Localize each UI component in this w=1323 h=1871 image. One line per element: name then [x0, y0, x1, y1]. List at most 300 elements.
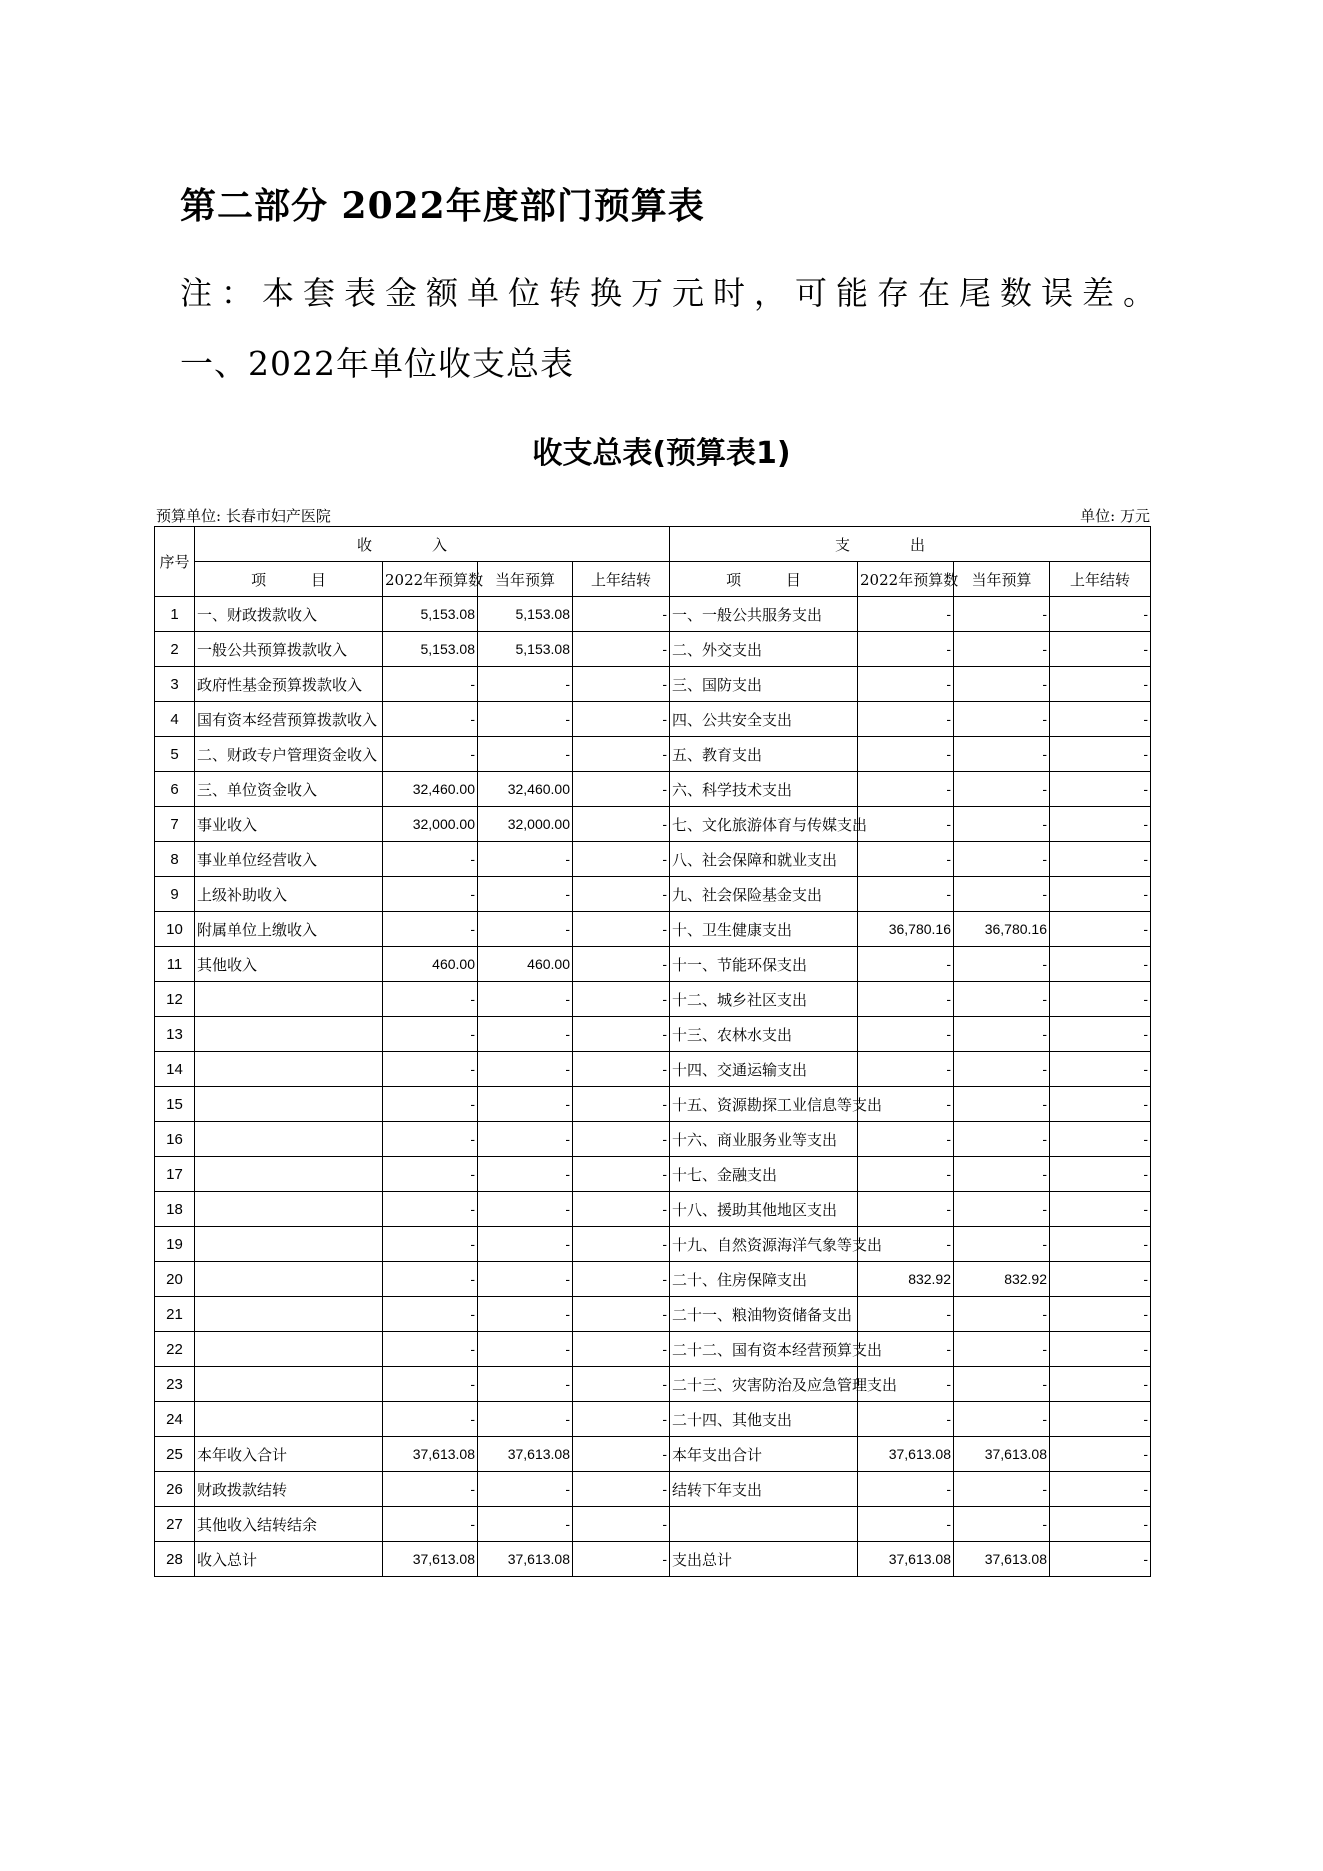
- expense-budget-2022: -: [858, 1507, 954, 1542]
- expense-carryover: -: [1050, 1297, 1151, 1332]
- row-number: 2: [155, 632, 195, 667]
- income-carryover: -: [573, 702, 670, 737]
- income-carryover: -: [573, 597, 670, 632]
- table-row: [155, 807, 1151, 842]
- income-budget-2022: 37,613.08: [383, 1437, 478, 1472]
- expense-budget-2022: -: [858, 1087, 954, 1122]
- expense-budget-2022: -: [858, 772, 954, 807]
- expense-current: -: [954, 737, 1050, 772]
- income-carryover: -: [573, 807, 670, 842]
- row-number: 24: [155, 1402, 195, 1437]
- expense-budget-2022: -: [858, 807, 954, 842]
- table-row: [155, 772, 1151, 807]
- row-number: 19: [155, 1227, 195, 1262]
- expense-carryover: -: [1050, 842, 1151, 877]
- row-number: 23: [155, 1367, 195, 1402]
- income-budget-2022: -: [383, 912, 478, 947]
- expense-item: 十八、援助其他地区支出: [670, 1192, 858, 1227]
- income-carryover: -: [573, 1192, 670, 1227]
- row-number: 22: [155, 1332, 195, 1367]
- expense-budget-2022: -: [858, 1192, 954, 1227]
- header-seq: 序号: [155, 527, 195, 597]
- expense-carryover: -: [1050, 1192, 1151, 1227]
- expense-item: 三、国防支出: [670, 667, 858, 702]
- row-number: 17: [155, 1157, 195, 1192]
- expense-budget-2022: -: [858, 702, 954, 737]
- expense-current: -: [954, 1507, 1050, 1542]
- income-item: 一、财政拨款收入: [195, 597, 383, 632]
- income-carryover: -: [573, 737, 670, 772]
- expense-current: -: [954, 877, 1050, 912]
- income-carryover: -: [573, 1227, 670, 1262]
- expense-item: 九、社会保险基金支出: [670, 877, 858, 912]
- income-item: [195, 982, 383, 1017]
- table-row: [155, 702, 1151, 737]
- expense-item: 六、科学技术支出: [670, 772, 858, 807]
- income-item: [195, 1192, 383, 1227]
- income-budget-2022: -: [383, 1297, 478, 1332]
- row-number: 26: [155, 1472, 195, 1507]
- income-carryover: -: [573, 982, 670, 1017]
- expense-carryover: -: [1050, 1472, 1151, 1507]
- table-row: [155, 1157, 1151, 1192]
- income-carryover: -: [573, 877, 670, 912]
- expense-current: -: [954, 807, 1050, 842]
- expense-item: 十二、城乡社区支出: [670, 982, 858, 1017]
- income-current: 32,460.00: [478, 772, 573, 807]
- expense-budget-2022: 832.92: [858, 1262, 954, 1297]
- table-row: [155, 982, 1151, 1017]
- row-number: 7: [155, 807, 195, 842]
- header-income: 收入: [195, 527, 670, 562]
- expense-carryover: -: [1050, 1227, 1151, 1262]
- expense-carryover: -: [1050, 1367, 1151, 1402]
- income-budget-2022: -: [383, 877, 478, 912]
- expense-item: 二十四、其他支出: [670, 1402, 858, 1437]
- income-item: [195, 1227, 383, 1262]
- expense-carryover: -: [1050, 1017, 1151, 1052]
- income-item: 事业单位经营收入: [195, 842, 383, 877]
- expense-budget-2022: -: [858, 737, 954, 772]
- header-income-current: 当年预算: [478, 562, 573, 597]
- income-budget-2022: 5,153.08: [383, 597, 478, 632]
- income-item: 政府性基金预算拨款收入: [195, 667, 383, 702]
- table-title: 收支总表(预算表1): [532, 436, 791, 471]
- income-current: -: [478, 1157, 573, 1192]
- income-budget-2022: -: [383, 1402, 478, 1437]
- expense-current: -: [954, 1297, 1050, 1332]
- expense-carryover: -: [1050, 1542, 1151, 1577]
- income-budget-2022: -: [383, 1507, 478, 1542]
- expense-current: -: [954, 1367, 1050, 1402]
- expense-budget-2022: -: [858, 667, 954, 702]
- table-row: [155, 737, 1151, 772]
- income-current: 460.00: [478, 947, 573, 982]
- expense-item: 十三、农林水支出: [670, 1017, 858, 1052]
- expense-carryover: -: [1050, 912, 1151, 947]
- expense-current: -: [954, 632, 1050, 667]
- income-current: -: [478, 1192, 573, 1227]
- income-carryover: -: [573, 1507, 670, 1542]
- table-row: [155, 1472, 1151, 1507]
- expense-item: 二十、住房保障支出: [670, 1262, 858, 1297]
- expense-budget-2022: -: [858, 1367, 954, 1402]
- expense-carryover: -: [1050, 982, 1151, 1017]
- header-expense: 支出: [670, 527, 1151, 562]
- expense-item: 四、公共安全支出: [670, 702, 858, 737]
- row-number: 8: [155, 842, 195, 877]
- income-current: 37,613.08: [478, 1437, 573, 1472]
- expense-item: 五、教育支出: [670, 737, 858, 772]
- row-number: 11: [155, 947, 195, 982]
- expense-item: 结转下年支出: [670, 1472, 858, 1507]
- header-income-budget-2022: 2022年预算数: [383, 562, 478, 597]
- expense-carryover: -: [1050, 1262, 1151, 1297]
- row-number: 20: [155, 1262, 195, 1297]
- income-carryover: -: [573, 1472, 670, 1507]
- income-carryover: -: [573, 1297, 670, 1332]
- part-title: 第二部分 2022年度部门预算表: [180, 185, 705, 227]
- expense-budget-2022: -: [858, 1472, 954, 1507]
- income-current: -: [478, 1262, 573, 1297]
- expense-current: -: [954, 1192, 1050, 1227]
- income-item: 二、财政专户管理资金收入: [195, 737, 383, 772]
- table-row: [155, 1227, 1151, 1262]
- expense-current: -: [954, 1332, 1050, 1367]
- row-number: 12: [155, 982, 195, 1017]
- income-carryover: -: [573, 1367, 670, 1402]
- expense-budget-2022: 37,613.08: [858, 1437, 954, 1472]
- income-item: 其他收入结转结余: [195, 1507, 383, 1542]
- header-expense-item: 项 目: [670, 562, 858, 597]
- income-budget-2022: 37,613.08: [383, 1542, 478, 1577]
- table-row: [155, 1297, 1151, 1332]
- income-carryover: -: [573, 1122, 670, 1157]
- header-income-item: 项 目: [195, 562, 383, 597]
- expense-current: -: [954, 1157, 1050, 1192]
- expense-carryover: -: [1050, 632, 1151, 667]
- income-carryover: -: [573, 1332, 670, 1367]
- income-current: -: [478, 1017, 573, 1052]
- expense-current: -: [954, 842, 1050, 877]
- table-row: [155, 1542, 1151, 1577]
- row-number: 21: [155, 1297, 195, 1332]
- row-number: 10: [155, 912, 195, 947]
- expense-carryover: -: [1050, 1122, 1151, 1157]
- income-current: 32,000.00: [478, 807, 573, 842]
- income-budget-2022: 460.00: [383, 947, 478, 982]
- table-row: [155, 1437, 1151, 1472]
- income-budget-2022: -: [383, 1017, 478, 1052]
- table-row: [155, 947, 1151, 982]
- expense-carryover: -: [1050, 667, 1151, 702]
- expense-current: -: [954, 1087, 1050, 1122]
- table-row: [155, 842, 1151, 877]
- income-carryover: -: [573, 1017, 670, 1052]
- row-number: 28: [155, 1542, 195, 1577]
- expense-current: -: [954, 597, 1050, 632]
- income-current: -: [478, 842, 573, 877]
- income-budget-2022: -: [383, 702, 478, 737]
- income-current: -: [478, 702, 573, 737]
- expense-budget-2022: -: [858, 1017, 954, 1052]
- row-number: 6: [155, 772, 195, 807]
- expense-carryover: -: [1050, 1402, 1151, 1437]
- expense-budget-2022: -: [858, 1332, 954, 1367]
- income-item: [195, 1017, 383, 1052]
- income-item: [195, 1122, 383, 1157]
- income-current: 5,153.08: [478, 632, 573, 667]
- table-body: [155, 597, 1151, 1577]
- income-carryover: -: [573, 1437, 670, 1472]
- section-title: 一、2022年单位收支总表: [180, 344, 574, 383]
- income-current: -: [478, 1087, 573, 1122]
- expense-item: 十、卫生健康支出: [670, 912, 858, 947]
- table-row: [155, 667, 1151, 702]
- expense-budget-2022: -: [858, 1297, 954, 1332]
- expense-current: -: [954, 1052, 1050, 1087]
- income-item: 本年收入合计: [195, 1437, 383, 1472]
- income-current: -: [478, 1227, 573, 1262]
- expense-current: -: [954, 1402, 1050, 1437]
- table-row: [155, 1052, 1151, 1087]
- income-current: -: [478, 982, 573, 1017]
- header-expense-carryover: 上年结转: [1050, 562, 1151, 597]
- expense-carryover: -: [1050, 807, 1151, 842]
- table-row: [155, 1262, 1151, 1297]
- income-carryover: -: [573, 632, 670, 667]
- expense-current: -: [954, 947, 1050, 982]
- income-current: -: [478, 1052, 573, 1087]
- income-item: [195, 1332, 383, 1367]
- income-budget-2022: -: [383, 1087, 478, 1122]
- income-carryover: -: [573, 842, 670, 877]
- expense-carryover: -: [1050, 947, 1151, 982]
- budget-summary-table: [154, 526, 1151, 1577]
- expense-carryover: -: [1050, 1507, 1151, 1542]
- table-row: [155, 1017, 1151, 1052]
- expense-item: 十九、自然资源海洋气象等支出: [670, 1227, 858, 1262]
- expense-carryover: -: [1050, 737, 1151, 772]
- income-item: 上级补助收入: [195, 877, 383, 912]
- header-income-carryover: 上年结转: [573, 562, 670, 597]
- income-item: 三、单位资金收入: [195, 772, 383, 807]
- expense-carryover: -: [1050, 1437, 1151, 1472]
- income-budget-2022: 32,460.00: [383, 772, 478, 807]
- table-row: [155, 912, 1151, 947]
- row-number: 25: [155, 1437, 195, 1472]
- row-number: 15: [155, 1087, 195, 1122]
- expense-budget-2022: -: [858, 1157, 954, 1192]
- income-item: [195, 1297, 383, 1332]
- expense-item: 十七、金融支出: [670, 1157, 858, 1192]
- income-budget-2022: -: [383, 982, 478, 1017]
- row-number: 5: [155, 737, 195, 772]
- income-budget-2022: -: [383, 1332, 478, 1367]
- expense-carryover: -: [1050, 1157, 1151, 1192]
- income-item: [195, 1262, 383, 1297]
- expense-carryover: -: [1050, 772, 1151, 807]
- income-budget-2022: -: [383, 1367, 478, 1402]
- income-carryover: -: [573, 1262, 670, 1297]
- header-row-groups: [155, 527, 1151, 562]
- expense-current: -: [954, 702, 1050, 737]
- income-item: [195, 1087, 383, 1122]
- header-expense-current: 当年预算: [954, 562, 1050, 597]
- income-budget-2022: -: [383, 1192, 478, 1227]
- expense-item: 二、外交支出: [670, 632, 858, 667]
- income-budget-2022: -: [383, 842, 478, 877]
- income-carryover: -: [573, 1052, 670, 1087]
- income-current: -: [478, 1297, 573, 1332]
- expense-item: 七、文化旅游体育与传媒支出: [670, 807, 858, 842]
- expense-item: 二十一、粮油物资储备支出: [670, 1297, 858, 1332]
- income-current: 37,613.08: [478, 1542, 573, 1577]
- income-current: -: [478, 912, 573, 947]
- expense-item: 支出总计: [670, 1542, 858, 1577]
- expense-current: -: [954, 982, 1050, 1017]
- budget-unit-name: 预算单位: 长春市妇产医院: [156, 507, 331, 525]
- table-row: [155, 1332, 1151, 1367]
- expense-carryover: -: [1050, 877, 1151, 912]
- expense-current: 37,613.08: [954, 1542, 1050, 1577]
- expense-budget-2022: -: [858, 842, 954, 877]
- income-item: [195, 1157, 383, 1192]
- income-budget-2022: -: [383, 1227, 478, 1262]
- income-item: [195, 1402, 383, 1437]
- table-row: [155, 1402, 1151, 1437]
- expense-current: -: [954, 667, 1050, 702]
- income-carryover: -: [573, 1402, 670, 1437]
- expense-current: -: [954, 1122, 1050, 1157]
- income-current: -: [478, 737, 573, 772]
- income-item: 附属单位上缴收入: [195, 912, 383, 947]
- income-current: -: [478, 877, 573, 912]
- income-current: -: [478, 1402, 573, 1437]
- expense-item: 八、社会保障和就业支出: [670, 842, 858, 877]
- expense-item: 十四、交通运输支出: [670, 1052, 858, 1087]
- expense-current: 37,613.08: [954, 1437, 1050, 1472]
- expense-item: 十六、商业服务业等支出: [670, 1122, 858, 1157]
- income-carryover: -: [573, 1542, 670, 1577]
- expense-carryover: -: [1050, 1332, 1151, 1367]
- income-budget-2022: -: [383, 737, 478, 772]
- expense-current: 832.92: [954, 1262, 1050, 1297]
- expense-budget-2022: 37,613.08: [858, 1542, 954, 1577]
- table-row: [155, 632, 1151, 667]
- expense-carryover: -: [1050, 1052, 1151, 1087]
- income-budget-2022: 32,000.00: [383, 807, 478, 842]
- row-number: 13: [155, 1017, 195, 1052]
- currency-unit: 单位: 万元: [1080, 507, 1150, 525]
- income-budget-2022: -: [383, 1122, 478, 1157]
- expense-item: 二十三、灾害防治及应急管理支出: [670, 1367, 858, 1402]
- header-row-columns: [155, 562, 1151, 597]
- expense-item: 十五、资源勘探工业信息等支出: [670, 1087, 858, 1122]
- income-budget-2022: -: [383, 667, 478, 702]
- income-carryover: -: [573, 947, 670, 982]
- income-current: 5,153.08: [478, 597, 573, 632]
- income-item: 其他收入: [195, 947, 383, 982]
- expense-carryover: -: [1050, 597, 1151, 632]
- income-item: 事业收入: [195, 807, 383, 842]
- expense-carryover: -: [1050, 1087, 1151, 1122]
- row-number: 9: [155, 877, 195, 912]
- income-budget-2022: -: [383, 1262, 478, 1297]
- income-item: 一般公共预算拨款收入: [195, 632, 383, 667]
- header-expense-budget-2022: 2022年预算数: [858, 562, 954, 597]
- income-current: -: [478, 1122, 573, 1157]
- income-carryover: -: [573, 1087, 670, 1122]
- expense-budget-2022: 36,780.16: [858, 912, 954, 947]
- income-budget-2022: 5,153.08: [383, 632, 478, 667]
- expense-item: [670, 1507, 858, 1542]
- row-number: 4: [155, 702, 195, 737]
- expense-budget-2022: -: [858, 982, 954, 1017]
- expense-current: -: [954, 772, 1050, 807]
- row-number: 1: [155, 597, 195, 632]
- income-item: 财政拨款结转: [195, 1472, 383, 1507]
- row-number: 18: [155, 1192, 195, 1227]
- expense-current: 36,780.16: [954, 912, 1050, 947]
- expense-budget-2022: -: [858, 1402, 954, 1437]
- expense-budget-2022: -: [858, 1052, 954, 1087]
- income-carryover: -: [573, 667, 670, 702]
- income-carryover: -: [573, 912, 670, 947]
- expense-budget-2022: -: [858, 1122, 954, 1157]
- income-item: [195, 1052, 383, 1087]
- income-current: -: [478, 1507, 573, 1542]
- income-current: -: [478, 1367, 573, 1402]
- expense-item: 十一、节能环保支出: [670, 947, 858, 982]
- row-number: 3: [155, 667, 195, 702]
- expense-budget-2022: -: [858, 1227, 954, 1262]
- income-item: 国有资本经营预算拨款收入: [195, 702, 383, 737]
- table-row: [155, 877, 1151, 912]
- expense-item: 一、一般公共服务支出: [670, 597, 858, 632]
- table-row: [155, 597, 1151, 632]
- expense-item: 本年支出合计: [670, 1437, 858, 1472]
- expense-current: -: [954, 1017, 1050, 1052]
- income-item: 收入总计: [195, 1542, 383, 1577]
- table-row: [155, 1367, 1151, 1402]
- expense-budget-2022: -: [858, 632, 954, 667]
- table-row: [155, 1087, 1151, 1122]
- income-budget-2022: -: [383, 1157, 478, 1192]
- expense-budget-2022: -: [858, 597, 954, 632]
- unit-note: 注：本套表金额单位转换万元时，可能存在尾数误差。: [180, 274, 1165, 312]
- table-row: [155, 1507, 1151, 1542]
- expense-current: -: [954, 1472, 1050, 1507]
- table-row: [155, 1122, 1151, 1157]
- row-number: 14: [155, 1052, 195, 1087]
- table-row: [155, 1192, 1151, 1227]
- expense-item: 二十二、国有资本经营预算支出: [670, 1332, 858, 1367]
- income-current: -: [478, 667, 573, 702]
- income-current: -: [478, 1332, 573, 1367]
- expense-carryover: -: [1050, 702, 1151, 737]
- income-budget-2022: -: [383, 1052, 478, 1087]
- expense-current: -: [954, 1227, 1050, 1262]
- row-number: 16: [155, 1122, 195, 1157]
- income-current: -: [478, 1472, 573, 1507]
- income-budget-2022: -: [383, 1472, 478, 1507]
- income-carryover: -: [573, 1157, 670, 1192]
- row-number: 27: [155, 1507, 195, 1542]
- expense-budget-2022: -: [858, 877, 954, 912]
- expense-budget-2022: -: [858, 947, 954, 982]
- income-item: [195, 1367, 383, 1402]
